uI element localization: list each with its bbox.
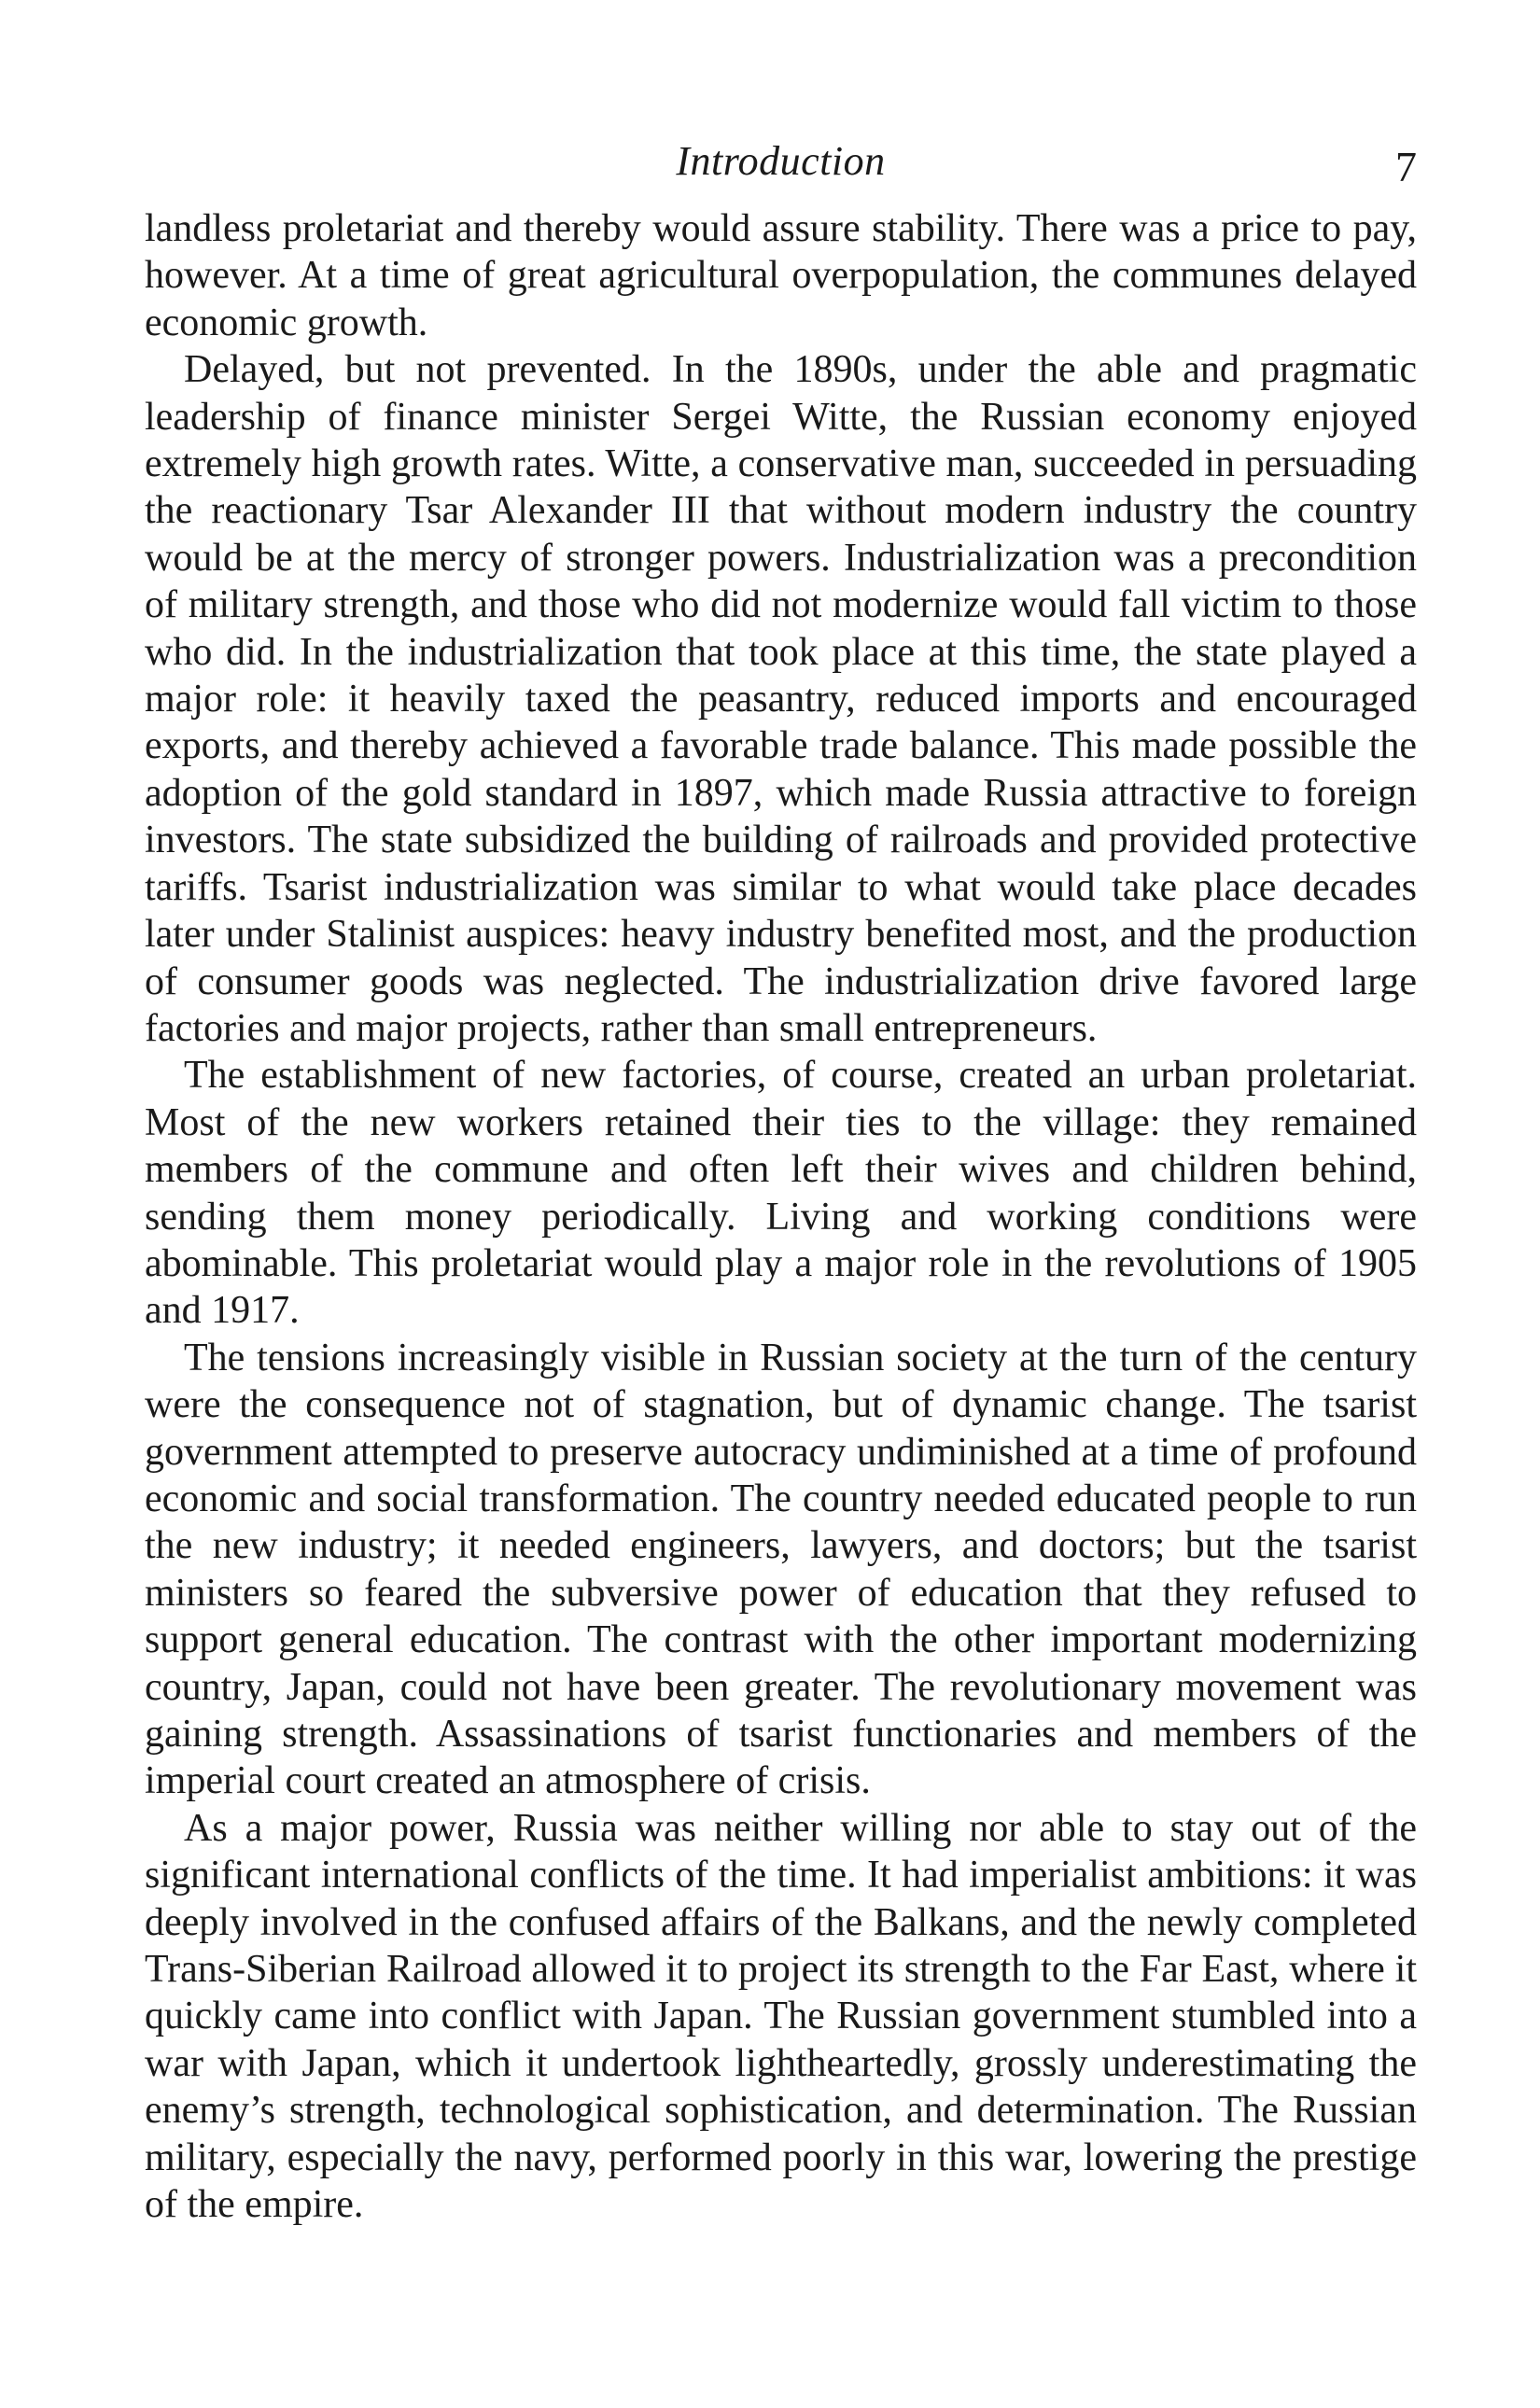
paragraph-tensions: The tensions increasingly visible in Russian society at the turn of the century were the consequence not of stagnation, but of dynamic change. The tsarist government attempted to preserve autocracy undiminished at a time of profound economic and social transformation. The country needed educated people to run the new industry; it needed engineers, lawyers, and doctors; but the tsarist ministers so feared the subversive power of education that they refused to support general education. The contrast with the other important modernizing country, Japan, could not have been greater. The revolutionary movement was gaining strength. Assassinations of tsarist functionaries and members of the imperial court created an atmosphere of crisis. xyxy=(145,1336,1417,1803)
paragraph-urban-proletariat: The establishment of new factories, of course, created an urban proletariat. Most of the new workers retained their ties to the village: they remained members of the commune and often left their wives and children behind, sending them money periodically. Living and working conditions were abominable. This proletariat would play a major role in the revolutions of 1905 and 1917. xyxy=(145,1054,1417,1333)
page-number: 7 xyxy=(1395,143,1417,190)
paragraph-witte-industrialization: Delayed, but not prevented. In the 1890s, under the able and pragmatic leadership of finance minister Sergei Witte, the Russian economy enjoyed extremely high growth rates. Witte, a conservative man, succeeded in persuading the reactionary Tsar Alexander III that without modern industry the country would be at the mercy of stronger powers. Industrialization was a precondition of military strength, and those who did not modernize would fall victim to those who did. In the industrialization that took place at this time, the state played a major role: it heavily taxed the peasantry, reduced imports and encouraged exports, and thereby achieved a favorable trade balance. This made possible the adoption of the gold standard in 1897, which made Russia attractive to foreign investors. The state subsidized the building of railroads and provided protective tariffs. Tsarist industrialization was similar to what would take place decades later under Stalinist auspices: heavy industry benefited most, and the production of consumer goods was neglected. The industrialization drive favored large factories and major projects, rather than small entrepreneurs. xyxy=(145,348,1417,1050)
paragraph-major-power: As a major power, Russia was neither willing nor able to stay out of the significant international conflicts of the time. It had imperialist ambitions: it was deeply involved in the confused affairs of the Balkans, and the newly completed Trans-Siberian Railroad allowed it to project its strength to the Far East, where it quickly came into conflict with Japan. The Russian government stumbled into a war with Japan, which it undertook lightheartedly, grossly underestimating the enemy’s strength, technological sophistication, and determination. The Russian military, especially the navy, performed poorly in this war, lowering the prestige of the empire. xyxy=(145,1806,1417,2227)
running-head xyxy=(145,129,1417,194)
paragraph-continued: landless proletariat and thereby would assure stability. There was a price to pay, however. At a time of great agricultural overpopulation, the communes delayed economic growth. xyxy=(145,207,1417,344)
running-title: Introduction xyxy=(676,138,886,184)
body-text xyxy=(145,205,1417,2228)
